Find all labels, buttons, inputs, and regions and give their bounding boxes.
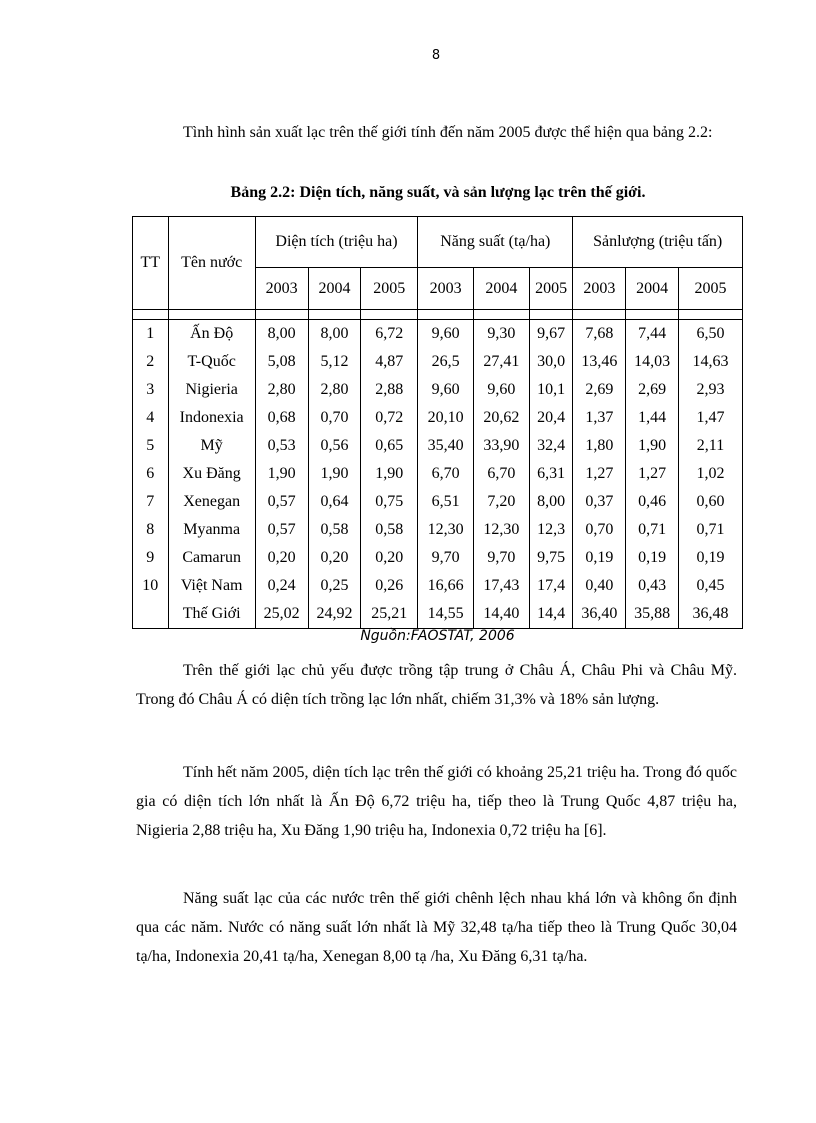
row-value: 0,19: [678, 544, 742, 572]
row-number: 5: [133, 432, 169, 460]
header-year: 2004: [308, 268, 361, 310]
row-value: 0,57: [255, 488, 308, 516]
table-row: [133, 432, 743, 460]
row-value: 0,19: [626, 544, 679, 572]
row-value: 7,68: [573, 320, 626, 349]
row-value: 14,4: [529, 600, 573, 629]
row-value: 35,40: [418, 432, 474, 460]
row-value: 1,90: [308, 460, 361, 488]
row-value: 0,71: [678, 516, 742, 544]
row-number: 8: [133, 516, 169, 544]
header-year: 2003: [255, 268, 308, 310]
row-number: 3: [133, 376, 169, 404]
row-value: 6,51: [418, 488, 474, 516]
row-number: [133, 600, 169, 629]
row-value: 2,93: [678, 376, 742, 404]
row-value: 35,88: [626, 600, 679, 629]
table-source: Nguồn:FAOSTAT, 2006: [360, 628, 515, 644]
row-value: 13,46: [573, 348, 626, 376]
row-value: 26,5: [418, 348, 474, 376]
row-country: Xenegan: [168, 488, 255, 516]
row-value: 17,4: [529, 572, 573, 600]
table-row: [133, 404, 743, 432]
row-value: 9,70: [418, 544, 474, 572]
row-value: 1,90: [626, 432, 679, 460]
row-value: 16,66: [418, 572, 474, 600]
row-value: 0,70: [308, 404, 361, 432]
row-value: 0,19: [573, 544, 626, 572]
row-value: 12,30: [418, 516, 474, 544]
row-value: 1,27: [626, 460, 679, 488]
row-value: 0,26: [361, 572, 418, 600]
table-row: [133, 516, 743, 544]
row-number: 7: [133, 488, 169, 516]
row-value: 9,70: [473, 544, 529, 572]
row-value: 0,20: [255, 544, 308, 572]
groundnut-data-table: [132, 216, 743, 629]
row-value: 0,20: [308, 544, 361, 572]
row-value: 4,87: [361, 348, 418, 376]
row-value: 0,75: [361, 488, 418, 516]
row-value: 32,4: [529, 432, 573, 460]
intro-paragraph: Tình hình sản xuất lạc trên thế giới tính đến năm 2005 được thể hiện qua bảng 2.2:: [183, 124, 713, 141]
row-value: 25,21: [361, 600, 418, 629]
row-value: 6,50: [678, 320, 742, 349]
row-value: 0,56: [308, 432, 361, 460]
row-country: Myanma: [168, 516, 255, 544]
row-value: 1,27: [573, 460, 626, 488]
row-value: 0,58: [361, 516, 418, 544]
row-value: 0,25: [308, 572, 361, 600]
row-value: 12,3: [529, 516, 573, 544]
row-number: 2: [133, 348, 169, 376]
row-value: 6,72: [361, 320, 418, 349]
row-value: 36,40: [573, 600, 626, 629]
table-row: [133, 600, 743, 629]
row-value: 0,65: [361, 432, 418, 460]
row-value: 1,90: [361, 460, 418, 488]
header-year: 2005: [529, 268, 573, 310]
row-value: 24,92: [308, 600, 361, 629]
row-value: 9,30: [473, 320, 529, 349]
row-value: 8,00: [308, 320, 361, 349]
header-output: Sảnlượng (triệu tấn): [573, 217, 743, 268]
header-year: 2005: [678, 268, 742, 310]
row-value: 0,64: [308, 488, 361, 516]
row-number: 9: [133, 544, 169, 572]
row-value: 9,60: [473, 376, 529, 404]
header-country: Tên nước: [168, 217, 255, 310]
row-value: 0,24: [255, 572, 308, 600]
row-value: 0,72: [361, 404, 418, 432]
row-value: 0,58: [308, 516, 361, 544]
header-year: 2005: [361, 268, 418, 310]
row-country: Nigieria: [168, 376, 255, 404]
row-value: 2,80: [308, 376, 361, 404]
row-country: T-Quốc: [168, 348, 255, 376]
row-value: 2,69: [626, 376, 679, 404]
row-number: 4: [133, 404, 169, 432]
page-number: 8: [431, 48, 441, 63]
row-value: 0,53: [255, 432, 308, 460]
row-value: 12,30: [473, 516, 529, 544]
row-value: 17,43: [473, 572, 529, 600]
row-value: 6,70: [473, 460, 529, 488]
row-country: Camarun: [168, 544, 255, 572]
row-country: Việt Nam: [168, 572, 255, 600]
row-value: 1,02: [678, 460, 742, 488]
row-country: Indonexia: [168, 404, 255, 432]
row-value: 0,60: [678, 488, 742, 516]
row-value: 6,70: [418, 460, 474, 488]
header-year: 2003: [573, 268, 626, 310]
row-value: 1,47: [678, 404, 742, 432]
row-value: 0,70: [573, 516, 626, 544]
row-value: 2,80: [255, 376, 308, 404]
table-row: [133, 488, 743, 516]
row-value: 1,44: [626, 404, 679, 432]
table-row: [133, 460, 743, 488]
header-tt: TT: [133, 217, 169, 310]
row-value: 33,90: [473, 432, 529, 460]
row-value: 2,11: [678, 432, 742, 460]
row-value: 20,4: [529, 404, 573, 432]
row-country: Ấn Độ: [168, 320, 255, 349]
row-value: 1,37: [573, 404, 626, 432]
row-country: Mỹ: [168, 432, 255, 460]
row-value: 20,10: [418, 404, 474, 432]
table-row: [133, 376, 743, 404]
row-country: Xu Đăng: [168, 460, 255, 488]
row-value: 8,00: [255, 320, 308, 349]
header-year: 2003: [418, 268, 474, 310]
row-value: 5,12: [308, 348, 361, 376]
body-paragraph: Năng suất lạc của các nước trên thế giới chênh lệch nhau khá lớn và không ổn định qua các năm. Nước có năng suất lớn nhất là Mỹ 32,48 tạ/ha tiếp theo là Trung Quốc 30,04 tạ/ha, Indonexia 20,41 tạ/ha, Xenegan 8,00 tạ /ha, Xu Đăng 6,31 tạ/ha.: [136, 890, 737, 965]
row-number: 6: [133, 460, 169, 488]
row-value: 14,55: [418, 600, 474, 629]
body-paragraph: Tính hết năm 2005, diện tích lạc trên thế giới có khoảng 25,21 triệu ha. Trong đó quốc gia có diện tích lớn nhất là Ấn Độ 6,72 triệu ha, tiếp theo là Trung Quốc 4,87 triệu ha, Nigieria 2,88 triệu ha, Xu Đăng 1,90 triệu ha, Indonexia 0,72 triệu ha [6].: [136, 764, 737, 839]
header-area: Diện tích (triệu ha): [255, 217, 417, 268]
row-value: 36,48: [678, 600, 742, 629]
row-value: 9,60: [418, 320, 474, 349]
row-value: 5,08: [255, 348, 308, 376]
row-value: 2,88: [361, 376, 418, 404]
row-value: 25,02: [255, 600, 308, 629]
row-value: 27,41: [473, 348, 529, 376]
row-value: 0,37: [573, 488, 626, 516]
row-value: 1,80: [573, 432, 626, 460]
row-value: 20,62: [473, 404, 529, 432]
row-value: 2,69: [573, 376, 626, 404]
table-row: [133, 544, 743, 572]
header-yield: Năng suất (tạ/ha): [418, 217, 573, 268]
table-row: [133, 348, 743, 376]
row-value: 8,00: [529, 488, 573, 516]
row-value: 9,60: [418, 376, 474, 404]
row-value: 0,20: [361, 544, 418, 572]
row-number: 10: [133, 572, 169, 600]
row-value: 14,40: [473, 600, 529, 629]
row-value: 0,71: [626, 516, 679, 544]
row-value: 0,46: [626, 488, 679, 516]
row-value: 10,1: [529, 376, 573, 404]
row-value: 9,75: [529, 544, 573, 572]
table-caption: Bảng 2.2: Diện tích, năng suất, và sản lượng lạc trên thế giới.: [230, 184, 646, 201]
row-number: 1: [133, 320, 169, 349]
row-value: 30,0: [529, 348, 573, 376]
table-row: [133, 572, 743, 600]
header-year: 2004: [626, 268, 679, 310]
row-value: 7,44: [626, 320, 679, 349]
row-value: 0,40: [573, 572, 626, 600]
row-value: 6,31: [529, 460, 573, 488]
row-value: 0,68: [255, 404, 308, 432]
row-value: 0,57: [255, 516, 308, 544]
body-paragraph: Trên thế giới lạc chủ yếu được trồng tập trung ở Châu Á, Châu Phi và Châu Mỹ. Trong đó Châu Á có diện tích trồng lạc lớn nhất, chiếm 31,3% và 18% sản lượng.: [136, 662, 737, 708]
row-value: 9,67: [529, 320, 573, 349]
row-value: 1,90: [255, 460, 308, 488]
row-value: 0,45: [678, 572, 742, 600]
row-value: 0,43: [626, 572, 679, 600]
row-value: 14,03: [626, 348, 679, 376]
row-country: Thế Giới: [168, 600, 255, 629]
row-value: 14,63: [678, 348, 742, 376]
table-row: [133, 320, 743, 349]
header-year: 2004: [473, 268, 529, 310]
row-value: 7,20: [473, 488, 529, 516]
